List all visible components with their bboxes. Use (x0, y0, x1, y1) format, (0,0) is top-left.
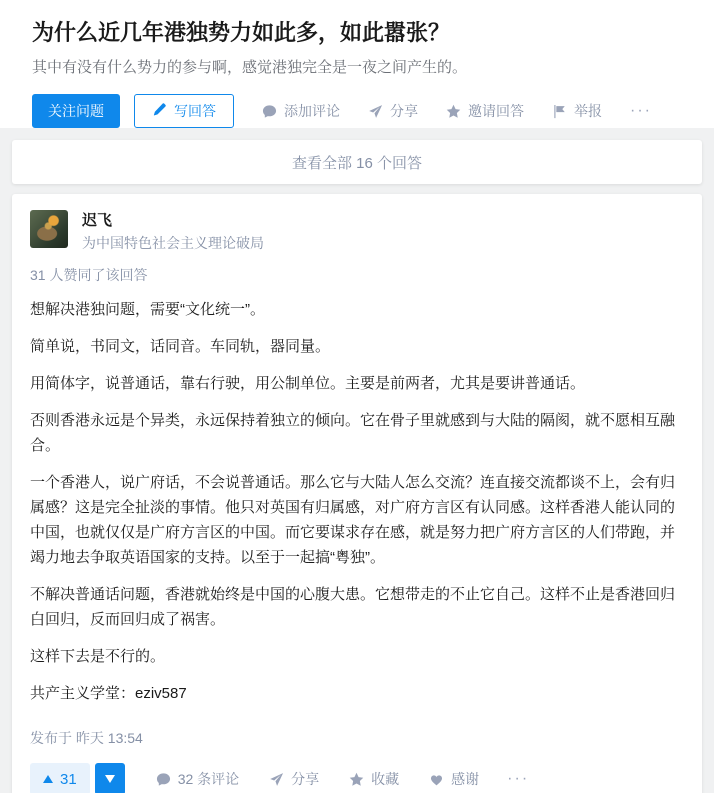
author-name[interactable]: 迟飞 (82, 212, 113, 229)
flag-icon (552, 104, 567, 119)
view-all-answers-button[interactable]: 查看全部 16 个回答 (12, 140, 702, 184)
report-button[interactable] (552, 101, 602, 121)
author-headline: 为中国特色社会主义理论破局 (82, 235, 264, 251)
answer-paragraph: 否则香港永远是个异类，永远保持着独立的倾向。它在骨子里就感到与大陆的隔阂，就不愿相互融合。 (30, 412, 676, 454)
share-answer-button[interactable] (269, 769, 319, 789)
report-label: 举报 (574, 103, 602, 119)
publish-time: 发布于 昨天 13:54 (30, 730, 143, 746)
downvote-button[interactable] (95, 763, 125, 793)
upvote-count: 31 (60, 770, 77, 788)
question-detail: 其中有没有什么势力的参与啊，感觉港独完全是一夜之间产生的。 (32, 59, 468, 76)
pencil-icon (152, 102, 167, 120)
answer-paragraph: 简单说，书同文，话同音。车同轨，器同量。 (30, 338, 331, 355)
thank-button[interactable] (429, 769, 479, 789)
answer-paragraph: 不解决普通话问题，香港就始终是中国的心腹大患。它想带走的不止它自己。这样不止是香港回归白回归，反而回归成了祸害。 (30, 586, 676, 628)
upvote-summary: 31 人赞同了该回答 (30, 267, 148, 283)
answer-card (12, 194, 702, 793)
upvote-button[interactable] (30, 763, 90, 793)
follow-question-button[interactable]: 关注问题 (32, 94, 120, 128)
collect-button[interactable] (349, 769, 399, 789)
share-icon (368, 104, 383, 119)
question-header (0, 0, 714, 128)
share-question-button[interactable] (368, 101, 418, 121)
share-answer-label: 分享 (291, 771, 320, 787)
question-title: 为什么近几年港独势力如此多，如此嚣张？ (32, 20, 451, 45)
answer-paragraph: 共产主义学堂：eziv587 (30, 685, 187, 702)
more-actions-button[interactable]: ··· (630, 102, 652, 119)
add-comment-label: 添加评论 (284, 103, 340, 119)
comment-icon (156, 772, 171, 787)
invite-answer-label: 邀请回答 (468, 103, 524, 119)
answer-body (30, 297, 682, 706)
write-answer-button[interactable] (134, 94, 234, 128)
author-meta (82, 210, 264, 253)
answer-paragraph: 想解决港独问题，需要“文化统一”。 (30, 301, 265, 318)
question-action-bar (32, 94, 682, 128)
answer-action-bar (30, 763, 682, 793)
share-question-label: 分享 (390, 103, 418, 119)
comments-button[interactable] (156, 769, 239, 789)
thank-label: 感谢 (451, 771, 480, 787)
star-icon (446, 104, 461, 119)
comment-icon (262, 104, 277, 119)
collect-label: 收藏 (371, 771, 400, 787)
answer-paragraph: 用简体字，说普通话，靠右行驶，用公制单位。主要是前两者，尤其是要讲普通话。 (30, 375, 586, 392)
star-icon (349, 772, 364, 787)
invite-answer-button[interactable] (446, 101, 524, 121)
add-comment-button[interactable] (262, 101, 340, 121)
answer-author-row (30, 210, 682, 253)
downvote-arrow-icon (105, 775, 115, 783)
upvote-arrow-icon (43, 775, 53, 783)
share-icon (269, 772, 284, 787)
write-answer-label: 写回答 (174, 103, 216, 119)
heart-icon (429, 772, 444, 787)
author-avatar[interactable] (30, 210, 68, 248)
answer-paragraph: 这样下去是不行的。 (30, 648, 166, 665)
comments-label: 32 条评论 (177, 771, 240, 787)
more-answer-actions-button[interactable]: ··· (507, 770, 530, 787)
answer-paragraph: 一个香港人，说广府话，不会说普通话。那么它与大陆人怎么交流？连直接交流都谈不上，会有归属感？这是完全扯淡的事情。他只对英国有归属感，对广府方言区有认同感。这样香港人能认同的中国，也就仅仅是广府方言区的中国。而它要谋求存在感，就是努力把广府方言区的人们带跑，并竭力地去争取英语国家的支持。以至于一起搞“粤独”。 (30, 474, 676, 566)
